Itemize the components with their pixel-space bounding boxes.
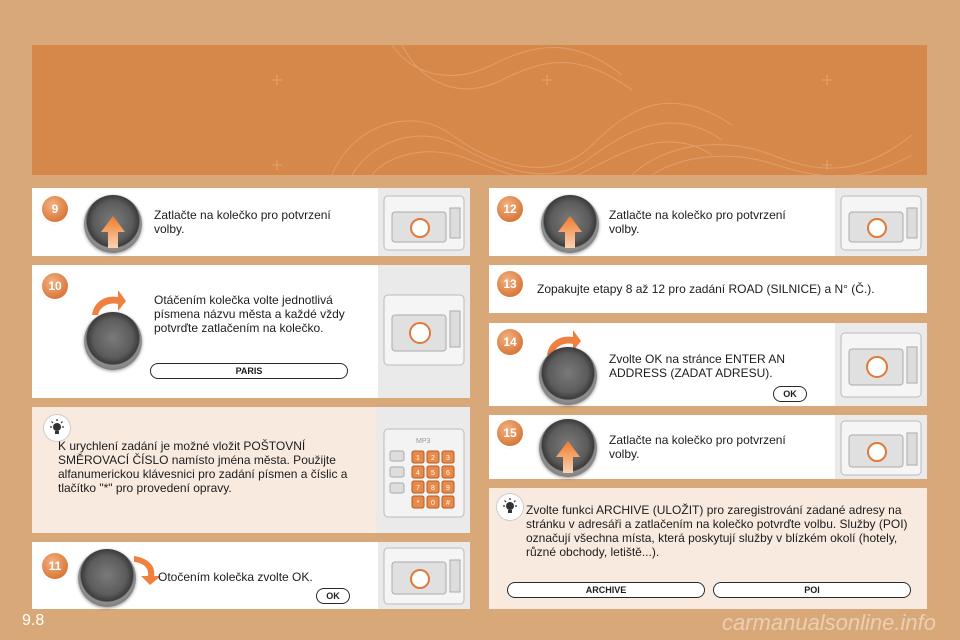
keypad-key-label: 8	[431, 485, 435, 492]
step-number-badge: 9	[42, 196, 68, 222]
ok-label: OK	[773, 386, 807, 402]
step-number-badge: 13	[497, 271, 523, 297]
step-12-card	[489, 188, 927, 256]
keypad-key-label: 0	[431, 500, 435, 507]
keypad-key-label: 5	[431, 470, 435, 477]
poi-label: POI	[713, 582, 911, 598]
tip-text: K urychlení zadání je možné vložit POŠTOVNÍ SMĚROVACÍ ČÍSLO namísto jména města. Použijte alfanumerickou klávesnici pro zadání písmen a číslic a tlačítko "*" pro provedení opravy.	[58, 439, 348, 495]
step-text: Zvolte OK na stránce ENTER AN ADDRESS (ZADAT ADRESU).	[609, 352, 786, 380]
step-number-badge: 11	[42, 553, 68, 579]
tip-postcode-card	[32, 407, 470, 533]
radio-panel-illustration	[378, 265, 470, 398]
step-number-badge: 14	[497, 329, 523, 355]
lightbulb-icon	[44, 415, 70, 441]
keypad-illustration	[376, 407, 470, 533]
step-text: Zatlačte na kolečko pro potvrzení volby.	[609, 208, 786, 236]
keypad-key-label: 9	[446, 485, 450, 492]
step-14-card	[489, 323, 927, 406]
push-arrow-icon	[555, 214, 585, 250]
keypad-key-label: 7	[416, 485, 420, 492]
lightbulb-icon	[497, 494, 523, 520]
ok-label: OK	[316, 588, 350, 604]
navigation-knob-icon	[84, 312, 142, 370]
keypad-key-label: 1	[416, 455, 420, 462]
archive-label: ARCHIVE	[507, 582, 705, 598]
step-10-card	[32, 265, 470, 398]
navigation-knob-icon	[78, 549, 136, 607]
step-text: Otočením kolečka zvolte OK.	[158, 570, 313, 584]
step-number-badge: 15	[497, 420, 523, 446]
radio-panel-illustration	[835, 188, 927, 256]
step-text: Zatlačte na kolečko pro potvrzení volby.	[609, 433, 786, 461]
push-arrow-icon	[553, 439, 583, 475]
step-13-card	[489, 265, 927, 313]
keypad-key-label: 2	[431, 455, 435, 462]
step-text: Zopakujte etapy 8 až 12 pro zadání ROAD (SILNICE) a N° (Č.).	[537, 282, 875, 296]
step-9-card	[32, 188, 470, 256]
keypad-key-label: 3	[446, 455, 450, 462]
push-arrow-icon	[98, 214, 128, 250]
step-number-badge: 10	[42, 273, 68, 299]
map-contour-decoration	[32, 45, 927, 175]
radio-panel-illustration	[378, 188, 470, 256]
keypad-key-label: *	[416, 500, 420, 507]
keypad-key-label: 6	[446, 470, 450, 477]
step-number-badge: 12	[497, 196, 523, 222]
step-text: Zatlačte na kolečko pro potvrzení volby.	[154, 208, 331, 236]
radio-panel-illustration	[378, 542, 470, 609]
step-text: Otáčením kolečka volte jednotlivá písmena názvu města a každé vždy potvrďte zatlačením na kolečko.	[154, 293, 345, 335]
navigation-knob-icon	[539, 347, 597, 405]
step-15-card	[489, 415, 927, 479]
tip-archive-card	[489, 488, 927, 609]
radio-panel-illustration	[835, 323, 927, 406]
step-11-card	[32, 542, 470, 609]
radio-panel-illustration	[835, 415, 927, 479]
page-number: 9.8	[22, 612, 45, 629]
header-banner	[32, 45, 927, 175]
watermark: carmanualsonline.info	[721, 610, 936, 635]
keypad-key-label: 4	[416, 470, 420, 477]
keypad-mp3-label: MP3	[416, 438, 431, 445]
tip-text: Zvolte funkci ARCHIVE (ULOŽIT) pro zaregistrování zadané adresy na stránku v adresáři a zatlačením na kolečko potvrďte volbu. Služby (POI) označují všechna místa, která poskytují služby v blízkém okolí (hotely, různé obchody, letiště...).	[526, 503, 908, 559]
paris-label: PARIS	[150, 363, 348, 379]
keypad-key-label: #	[446, 500, 450, 507]
